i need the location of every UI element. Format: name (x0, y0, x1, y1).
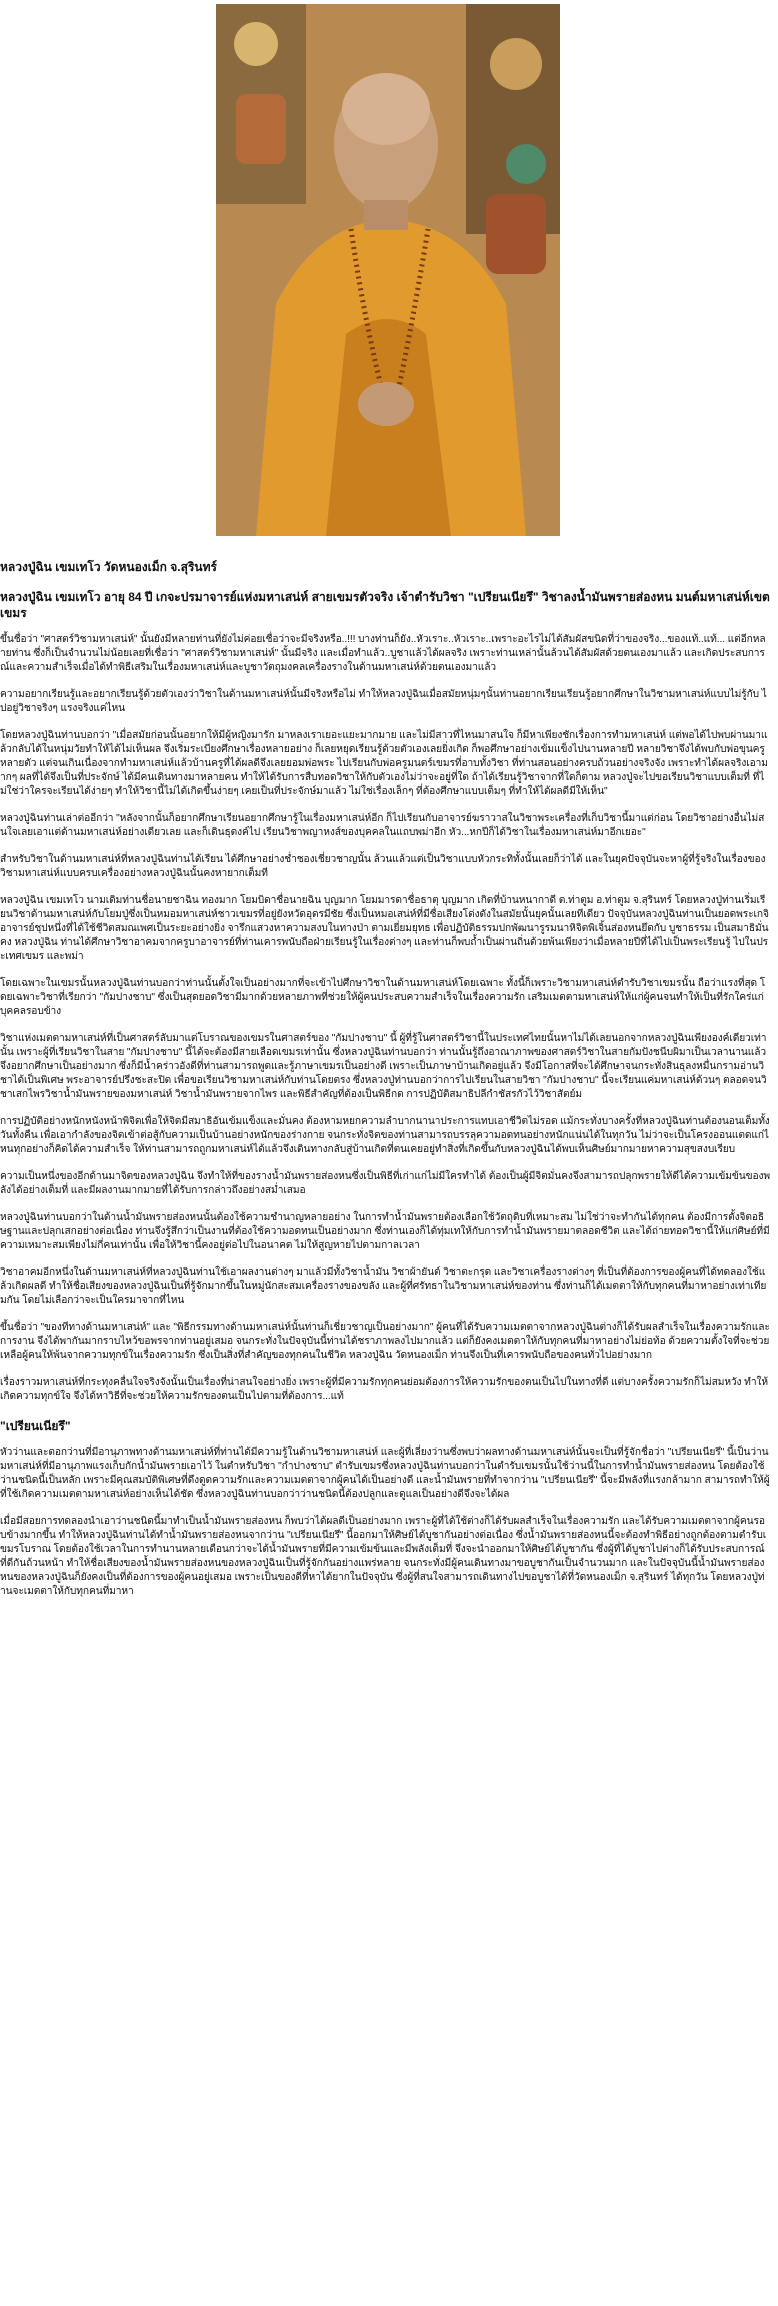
paragraph: โดยเฉพาะในเขมรนั้นหลวงปู่ฉินท่านบอกว่าท่านนั้นตั้งใจเป็นอย่างมากที่จะเข้าไปศึกษาวิชาในด้านมหาเสน่ห์โดยเฉพาะ ทั้งนี้ก็เพราะวิชามหาเสน่ห์ตำรับวิชาเขมรนั้น ถือว่าแรงที่สุด โดยเฉพาะวิชาที่เรียกว่า "กัมปางชาบ" ซึ่งเป็นสุดยอดวิชามีมากด้วยหลายภาพที่ช่วยให้ผู้คนประสบความสำเร็จในเรื่องความรัก เสริมเมตตามหาเสน่ห์ให้แก่ผู้คนจนทำให้เป็นที่รักใคร่แก่บุคคลรอบข้าง (0, 978, 766, 1017)
paragraph: ความเป็นหนึ่งของอีกด้านมาจิตของหลวงปู่ฉิน จึงทำให้ที่ของรางน้ำมันพรายส่องหนซึ่งเป็นพิธีที่เก่าแก่ไม่มีใครทำได้ ต้องเป็นผู้มีจิตมั่นคงจึงสามารถปลุกพรายให้ดีได้ความเข้มข้นของพลังได้อย่างเต็มที่ และมีผลงานมากมายที่ได้รับการกล่าวถึงอย่างสม่ำเสมอ (0, 1171, 770, 1196)
section-paragraph: เมื่อมีสอยการทดลองนำเอาว่านชนิดนี้มาทำเป็นน้ำมันพรายส่องหน ก็พบว่าได้ผลดีเป็นอย่างมาก เพราะผู้ที่ได้ใช้ต่างก็ได้รับผลสำเร็จในเรื่องความรัก และได้รับความเมตตาจากผู้คนรอบข้างมากขึ้น ทำให้หลวงปู่ฉินท่านได้ทำน้ำมันพรายส่องหนจากว่าน "เปรียนเนียรึ" นี้ออกมาให้ศิษย์ได้บูชากันอย่างต่อเนื่อง ซึ่งน้ำมันพรายส่องหนนี้จะต้องทำพิธีอย่างถูกต้องตามตำรับเขมรโบราณ โดยต้องใช้เวลาในการทำนานหลายเดือนกว่าจะได้น้ำมันพรายที่มีความเข้มข้นและมีพลังเต็มที่ จึงจะนำออกมาให้ศิษย์ได้บูชากัน ซึ่งผู้ที่ได้บูชาไปต่างก็ได้รับประสบการณ์ที่ดีกันถ้วนหน้า ทำให้ชื่อเสียงของน้ำมันพรายส่องหนของหลวงปู่ฉินเป็นที่รู้จักกันอย่างแพร่หลาย จนกระทั่งมีผู้คนเดินทางมาขอบูชากันเป็นจำนวนมาก และในปัจจุบันนี้น้ำมันพรายส่องหนของหลวงปู่ฉินก็ยังคงเป็นที่ต้องการของผู้คนอยู่เสมอ เพราะเป็นของดีที่หาได้ยากในปัจจุบัน ซึ่งผู้ที่สนใจสามารถเดินทางไปขอบูชาได้ที่วัดหนองเม็ก จ.สุรินทร์ ได้ทุกวัน โดยหลวงปู่ท่านจะเมตตาให้กับทุกคนที่มาหา (0, 1516, 767, 1597)
paragraph: วิชาแห่งเมตตามหาเสน่ห์ที่เป็นศาสตร์ลับมาแต่โบราณของเขมรในศาสตร์ของ "กัมปางชาบ" นี้ ผู้ที่รู้ในศาสตร์วิชานี้ในประเทศไทยนั้นหาไม่ได้เลยนอกจากหลวงปู่ฉินเพียงองค์เดียวเท่านั้น เพราะผู้ที่เรียนวิชาในสาย "กัมปางชาบ" นี้ได้จะต้องมีสายเลือดเขมรเท่านั้น ซึ่งหลวงปู่ฉินท่านบอกว่า ท่านนั้นรู้ถึงอาณาภาพของศาสตร์วิชาในสายกัมปังชนีบผิมาเป็นเวลานานแล้ว จึงอยากศึกษาเป็นอย่างมาก ซึ่งก็มีน้ำคร่าวอังดีที่ท่านสามารถพูดและรู้ภาษาเขมรเป็นอย่างดี เพราะเป็นภาษาบ้านเกิดอยู่แล้ว จึงมีโอกาสที่จะได้ศึกษาจนกระทั่งสินธุลงหมื่นกรามอ่านวิชาได้เป็นพิเศษ พระอาจารย์ปรึงชะสะปิด เพื่อขอเรียนวิชามหาเสน่ห์กับท่านโดยตรง ซึ่งหลวงปู่ท่านบอกว่าการไปเรียนในสายวิชา "กัมปางชาบ" นี้จะเรียนแค่มหาเสน่ห์ด้วนๆ ตลอดจนวิชาเสกไพรวิชาน้ำมันพรายของมหาเสน่ห์ วิชาน้ำมันพรายจากไพร และพิธีสำคัญที่ต้องเป็นพิธีกด การปฏิบัติสมาธิปลีกำชัสรกัวไว้วิชาสัตย์ม (0, 1033, 767, 1100)
paragraph: สำหรับวิชาในด้านมหาเสน่ห์ที่หลวงปู่ฉินท่านได้เรียน ได้ศึกษาอย่างช่ำชองเชี่ยวชาญนั้น ล้วนแล้วแต่เป็นวิชาแบบหัวกระทิทั้งนั้นเลยก็ว่าได้ และในยุคปัจจุบันจะหาผู้ที่รู้จริงในเรื่องของวิชามหาเสน่ห์แบบครบเครื่องอย่างหลวงปู่ฉินนั้นคงหายากเต็มที (0, 854, 766, 879)
article-subheading: หลวงปู่ฉิน เขมเทโว อายุ 84 ปี เกจะปรมาจารย์แห่งมหาเสน่ห์ สายเขมรตัวจริง เจ้าตำรับวิชา "เปรียนเนียรึ" วิชาลงน้ำมันพรายส่องหน มนต์มหาเสน่ห์เขตเขมร (0, 590, 770, 620)
section-heading: "เปรียนเนียรึ" (0, 1419, 71, 1433)
paragraph: ขึ้นชื่อว่า "ของทีทางด้านมหาเสน่ห์" และ "พิธีกรรมทางด้านมหาเสน่ห์นั้นท่านก็เชี่ยวชาญเป็นอย่างมาก" ผู้คนที่ได้รับความเมตตาจากหลวงปู่ฉินต่างก็ได้รับผลสำเร็จในเรื่องความรักและการงาน จึงได้พากันมากราบไหว้ขอพรจากท่านอยู่เสมอ จนกระทั่งในปัจจุบันนี้ท่านได้ชราภาพลงไปมากแล้ว แต่ก็ยังคงเมตตาให้กับทุกคนที่มาหาอย่างไม่ย่อท้อ ด้วยความตั้งใจที่จะช่วยเหลือผู้คนให้พ้นจากความทุกข์ในเรื่องความรัก ซึ่งเป็นสิ่งที่สำคัญของทุกคนในชีวิต หลวงปู่ฉิน วัดหนองเม็ก ท่านจึงเป็นที่เคารพนับถือของคนทั่วไปอย่างมาก (0, 1322, 770, 1361)
paragraph: การปฏิบัติอย่างหนักหนังหน้าพิจิตเพื่อให้จิตมีสมาธิอันเข้มแข็งและมั่นคง ต้องหามหยกความลำบากนานาประการแทบเอาชีวิตไม่รอด แม้กระทั่งบางครั้งที่หลวงปู่ฉินท่านต้องนอนเต็มทั้งวันทั้งคืน เพื่อเอากำลังของจิตเข้าต่อสู้กับความเป็นบ้านอย่างหนักของร่างกาย จนกระทั่งจิตของท่านสามารถบรรลุความอดทนอย่างหนักแน่นได้ในทุกวัน ไม่ว่าจะเป็นโครงออนแตดแก่ไหนทุกอย่างก็คิดได้ความสำเร็จ ให้ท่านสามารถถูกมหาเสน่ห์ได้แล้วจึงเดินทางกลับสู่บ้านเกิดที่ตนเคยอยู่ทำสิ่งที่เกิดขึ้นกับหลวงปู่ฉินได้พบเห็นศิษย์มากมายหาความสุขสงบเรียบ (0, 1116, 770, 1155)
section-paragraph: หัวว่านและดอกว่านที่มีอานุภาพทางด้านมหาเสน่ห์ที่ท่านได้มีความรู้ในด้านวิชามหาเสน่ห์ และผู้ที่เลี่ยงว่านซึ่งพบว่าผลทางด้านมหาเสน่ห์นั้นจะเป็นที่รู้จักชื่อว่า "เปรียนเนียรึ" นี้เป็นว่านมหาเสน่ห์ที่มีอานุภาพแรงเก็บกักน้ำมันพรายเอาไว้ ในตำหรับวิชา "กำปางชาบ" ตำรับเขมรซึ่งหลวงปู่ฉินท่านบอกว่าในตำรับเขมรนั้นใช้ว่านนี้ในการทำน้ำมันพรายส่องหน โดยต้องใช้ว่านชนิดนี้เป็นหลัก เพราะมีคุณสมบัติพิเศษที่ดึงดูดความรักและความเมตตาจากผู้คนได้เป็นอย่างดี และน้ำมันพรายที่ทำจากว่าน "เปรียนเนียรึ" นี้จะมีพลังที่แรงกล้ามาก สามารถทำให้ผู้ที่ใช้เกิดความเมตตามหาเสน่ห์อย่างเห็นได้ชัด ซึ่งหลวงปู่ฉินท่านบอกว่าว่านชนิดนี้ต้องปลูกและดูแลเป็นอย่างดีจึงจะได้ผล (0, 1447, 770, 1500)
monk-portrait-photo (216, 4, 560, 536)
paragraph: หลวงปู่ฉินท่านบอกว่าในด้านน้ำมันพรายส่องหนนั้นต้องใช้ความชำนาญหลายอย่าง ในการทำน้ำมันพรายต้องเลือกใช้วัตถุดิบที่เหมาะสม ไม่ใช่ว่าจะทำกันได้ทุกคน ต้องมีการตั้งจิตอธิษฐานและปลุกเสกอย่างต่อเนื่อง ท่านจึงรู้สึกว่าเป็นงานที่ต้องใช้ความอดทนเป็นอย่างมาก ซึ่งท่านเองก็ได้ทุ่มเทให้กับการทำน้ำมันพรายมาตลอดชีวิต และได้ถ่ายทอดวิชานี้ให้แก่ศิษย์ที่มีความเหมาะสมเพียงไม่กี่คนเท่านั้น เพื่อให้วิชานี้คงอยู่ต่อไปในอนาคต ไม่ให้สูญหายไปตามกาลเวลา (0, 1212, 770, 1251)
paragraph: วิชาอาคมอีกหนึ่งในด้านมหาเสน่ห์ที่หลวงปู่ฉินท่านใช้เอาผลงานต่างๆ มาแล้วมีทั้งวิชาน้ำมัน วิชาผ้ายันต์ วิชาตะกรุด และวิชาเครื่องรางต่างๆ ที่เป็นที่ต้องการของผู้คนที่ได้ทดลองใช้แล้วเกิดผลดี ทำให้ชื่อเสียงของหลวงปู่ฉินเป็นที่รู้จักมากขึ้นในหมู่นักสะสมเครื่องรางของขลัง และผู้ที่ศรัทธาในวิชามหาเสน่ห์ของท่าน ซึ่งท่านก็ได้เมตตาให้กับทุกคนที่มาหาอย่างเท่าเทียมกัน โดยไม่เลือกว่าจะเป็นใครมาจากที่ไหน (0, 1267, 767, 1306)
article-heading: หลวงปู่ฉิน เขมเทโว วัดหนองเม็ก จ.สุรินทร์ (0, 560, 217, 574)
paragraph: โดยหลวงปู่ฉินท่านบอกว่า "เมื่อสมัยก่อนนั้นอยากให้มีผู้หญิงมารัก มาหลงเราเยอะแยะมากมาย และไม่มีสาวที่ไหนมาสนใจ ก็มีหาเพียงชักเรื่องการทำมหาเสน่ห์ แต่พอได้ไปพบผ่านมาแล้วกลับได้ในหนุ่มวัยทำให้ได้ไม่เห็นผล จึงเริ่มระเบียงศึกษาเรื่องหลายอย่าง ก็เลยหยุดเรียนรู้ด้วยตัวเองเลยยิ่งเกิด ก็พอศึกษาอย่างเข้มแข็งไปนานหลายปี หลายวิชาจึงได้พบกับพ่อขุนครูหลายตัว แต่จนเกินเนื่องจากทำมหาเสน่ห์แล้วบ้านครูที่ได้ผลดีจึงเลยยอมพ่อพระ ไปเรียนกับพ่อครูมนตร์เขมรที่อาบทั้งวิชา ที่ท่านสอนอย่างครบถ้วนอย่างจริงจัง เพราะทำได้ผลจริงเอามากๆ ผลที่ได้จึงเป็นที่ประจักษ์ ได้มีคนเดินทางมาหลายคน ทำให้ได้รับการสืบทอดวิชาให้กับตัวเองไม่ว่าจะอยู่ที่ใด ถ้าได้เรียนรู้วิชาจากที่ใดก็ตาม หลวงปู่จะไปขอเรียนวิชาแบบเต็มที่ ที่ไม่ใช่ว่าใครจะเรียนได้ง่ายๆ ทำให้วิชานี้ไม่ได้เกิดขึ้นง่ายๆ เคยเป็นที่ประจักษ์มาแล้ว ไม่ใช่เรื่องเล็กๆ ที่ต้องศึกษาแบบเต็มๆ ที่ทำให้ได้ผลดีมีให้เห็น" (0, 730, 768, 797)
article-body (0, 560, 770, 1612)
monk-portrait-image (216, 4, 560, 536)
paragraph: ขึ้นชื่อว่า "ศาสตร์วิชามหาเสน่ห์" นั้นยังมีหลายท่านที่ยังไม่ค่อยเชื่อว่าจะมีจริงหรือ..!!! บางท่านก็ยัง..หัวเราะ..หัวเราะ..เพราะอะไรไม่ได้สัมผัสขนิดที่ว่าของจริง...ของแท้..แท้... แต่อีกหลายท่าน ซึ่งก็เป็นจำนวนไม่น้อยเลยที่เชื่อว่า "ศาสตร์วิชามหาเสน่ห์" นั้นมีจริง และเมื่อทำแล้ว..บูชาแล้วได้ผลจริง เพราะท่านเหล่านั้นล้วนได้สัมผัสด้วยตนเองมาแล้ว และเกิดประสบการณ์และความสำเร็จเมื่อได้ทำพิธีเสริมในเรื่องมหาเสน่ห์และบูชาวัตถุมงคลเครื่องรางในด้านมหาเสน่ห์ด้วยตนเองมาแล้ว (0, 634, 766, 673)
paragraph: หลวงปู่ฉิน เขมเทโว นามเดิมท่านชื่อนายชาฉิน ทองมาก โยมบิดาชื่อนายฉิน บุญมาก โยมมารดาชื่อธาตุ บุญมาก เกิดที่บ้านหนากาดี ต.ท่าตูม อ.ท่าตูม จ.สุรินทร์ โดยหลวงปู่ท่านเริ่มเรียนวิชาด้านมหาเสน่ห์กับโยมปู่ซึ่งเป็นหมอมหาเสน่ห์ชาวเขมรที่อยู่ยังหวัดอุดรมีชัย ซึ่งเป็นหมอเสน่ห์ที่มีชื่อเสียงโด่งดังในสมัยนั้นยุคนั้นเลยทีเดียว ปัจจุบันหลวงปู่ฉินท่านเป็นยอดพระเกจิอาจารย์ชุปหนึ่งที่ได้ใช้ชีวิตสมณเพศเป็นระยะอย่างยิ่ง จารึกแสวงหาความสงบในทางป่า ตามเยี่ยมยุทธ เพื่อปฏิบัติธรรมปกพัฒนารูรมนาหิจิตพิเจิ้นส่องหนยึดกับ บูชาธรรม เป็นสมาธิมั่นคง หลวงปู่ฉิน ท่านได้ศึกษาวิชาอาคมจากครูบาอาจารย์ที่ท่านเคารพนับถือฝ่ายเรียนรู้ในเรื่องต่างๆ และท่านก็พบถ้ำเป็นผ่านถิ่นด้วยพ้นเพียงว่าเมื่อหลายปีที่ได้ไปเป็นพระเรียนรู้ ไปในประเทศเขมร และพม่า (0, 895, 769, 962)
paragraph: เรื่องราวมหาเสน่ห์ที่กระทุงคลื่นใจจริงจังนั้นเป็นเรื่องที่น่าสนใจอย่างยิ่ง เพราะผู้ที่มีความรักทุกคนย่อมต้องการให้ความรักของตนเป็นไปในทางที่ดี แต่บางครั้งความรักก็ไม่สมหวัง ทำให้เกิดความทุกข์ใจ จึงได้หาวิธีที่จะช่วยให้ความรักของตนเป็นไปตามที่ต้องการ...แท้ (0, 1377, 768, 1402)
paragraph: หลวงปู่ฉินท่านเล่าต่ออีกว่า "หลังจากนั้นก็อยากศึกษาเรียนอยากศึกษารู้ในเรื่องมหาเสน่ห์อีก ก็ไปเรียนกับอาจารย์ฆราวาสในวิชาพระเครื่องที่เก็บวิชานี้มาแต่ก่อน โดยวิชาอย่างอื่นไม่สนใจเลยเอาแต่ด้านมหาเสน่ห์อย่างเดียวเลย และก็เดินธุดงค์ไป เรียนวิชาพญาหงส์ของบุคคลในแถบพม่าอีก หัว...หกปีก็ได้วิชาในเรื่องมหาเสน่ห์มาอีกเยอะ" (0, 813, 765, 838)
paragraph: ความอยากเรียนรู้และอยากเรียนรู้ด้วยตัวเองว่าวิชาในด้านมหาเสน่ห์นั้นมีจริงหรือไม่ ทำให้หลวงปู่ฉินเมื่อสมัยหนุ่มๆนั้นท่านอยากเรียนเรียนรู้อยากศึกษาในวิชามหาเสน่ห์แบบไม่รู้กับ ไปอยู่วิชาจริงๆ แรงจริงแค่ไหน (0, 689, 767, 714)
